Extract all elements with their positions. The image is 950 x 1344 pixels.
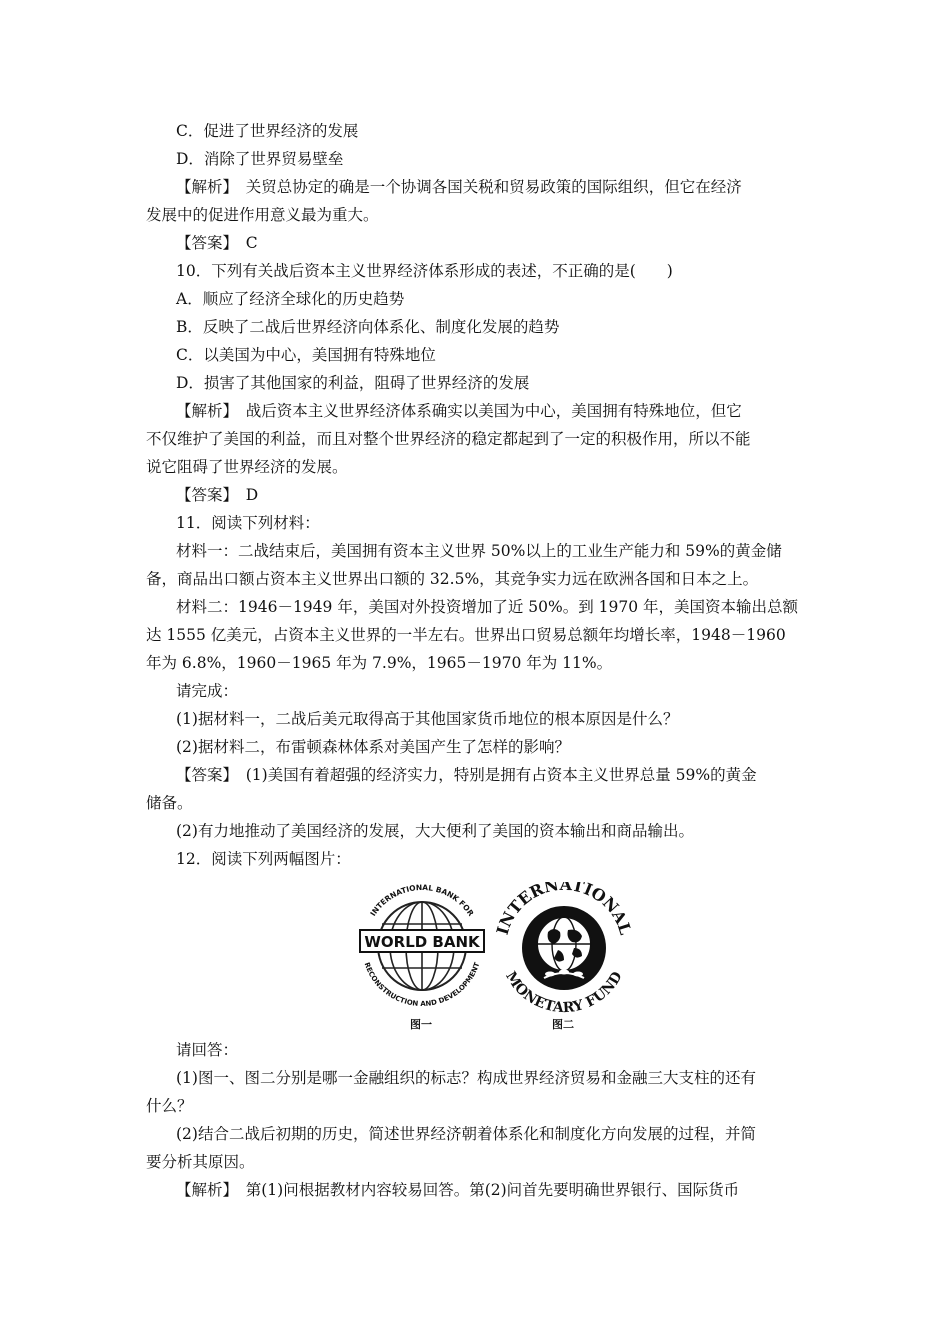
analysis-9-line1: 【解析】 关贸总协定的确是一个协调各国关税和贸易政策的国际组织，但它在经济 xyxy=(176,178,742,196)
world-bank-ring-top: INTERNATIONAL BANK FOR xyxy=(368,882,476,918)
analysis-12-line1: 【解析】 第(1)问根据教材内容较易回答。第(2)问首先要明确世界银行、国际货币 xyxy=(176,1181,740,1199)
material-2-line3: 年为 6.8%，1960－1965 年为 7.9%，1965－1970 年为 11%。 xyxy=(146,654,613,672)
question-11: 11．阅读下列材料： xyxy=(176,514,320,532)
subquestion-11-1: (1)据材料一，二战后美元取得高于其他国家货币地位的根本原因是什么？ xyxy=(176,710,679,728)
subquestion-11-2: (2)据材料二，布雷顿森林体系对美国产生了怎样的影响？ xyxy=(176,738,570,756)
option-10b: B．反映了二战后世界经济向体系化、制度化发展的趋势 xyxy=(176,318,560,336)
analysis-10-line2: 不仅维护了美国的利益，而且对整个世界经济的稳定都起到了一定的积极作用，所以不能 xyxy=(146,430,751,448)
answer-11-line2: 储备。 xyxy=(146,794,193,812)
question-10: 10．下列有关战后资本主义世界经济体系形成的表述，不正确的是( ) xyxy=(176,262,673,280)
material-1-line1: 材料一：二战结束后，美国拥有资本主义世界 50%以上的工业生产能力和 59%的黄金储 xyxy=(176,542,782,560)
option-9c: C．促进了世界经济的发展 xyxy=(176,122,359,140)
answer-9: 【答案】 C xyxy=(176,234,258,252)
material-1-line2: 备，商品出口额占资本主义世界出口额的 32.5%，其竞争实力远在欧洲各国和日本之上。 xyxy=(146,570,759,588)
logos-svg xyxy=(352,882,652,1032)
figure-1-caption: 图一 xyxy=(410,1018,432,1031)
option-10c: C．以美国为中心，美国拥有特殊地位 xyxy=(176,346,436,364)
please-answer: 请回答： xyxy=(176,1041,239,1059)
material-2-line2: 达 1555 亿美元，占资本主义世界的一半左右。世界出口贸易总额年均增长率，1948－1960 xyxy=(146,626,786,644)
subquestion-12-1-line1: (1)图一、图二分别是哪一金融组织的标志？构成世界经济贸易和金融三大支柱的还有 xyxy=(176,1069,756,1087)
option-9d: D．消除了世界贸易壁垒 xyxy=(176,150,344,168)
answer-11-line3: (2)有力地推动了美国经济的发展，大大便利了美国的资本输出和商品输出。 xyxy=(176,822,694,840)
analysis-10-line3: 说它阻碍了世界经济的发展。 xyxy=(146,458,348,476)
answer-10: 【答案】 D xyxy=(176,486,259,504)
question-12: 12．阅读下列两幅图片： xyxy=(176,850,351,868)
world-bank-ring-bottom: RECONSTRUCTION AND DEVELOPMENT xyxy=(362,961,482,1009)
option-10d: D．损害了其他国家的利益，阻碍了世界经济的发展 xyxy=(176,374,530,392)
imf-logo xyxy=(493,882,636,1016)
world-bank-banner: WORLD BANK xyxy=(364,933,480,951)
imf-ring-bottom: MONETARY FUND xyxy=(502,968,626,1017)
figure-2-caption: 图二 xyxy=(552,1018,574,1031)
option-10a: A．顺应了经济全球化的历史趋势 xyxy=(176,290,405,308)
answer-11-line1: 【答案】 (1)美国有着超强的经济实力，特别是拥有占资本主义世界总量 59%的黄金 xyxy=(176,766,757,784)
analysis-10-line1: 【解析】 战后资本主义世界经济体系确实以美国为中心，美国拥有特殊地位，但它 xyxy=(176,402,742,420)
material-2-line1: 材料二：1946－1949 年，美国对外投资增加了近 50%。到 1970 年，美国资本输出总额 xyxy=(176,598,799,616)
imf-ring-top: INTERNATIONAL xyxy=(492,882,636,937)
subquestion-12-1-line2: 什么？ xyxy=(146,1097,193,1115)
please-complete: 请完成： xyxy=(176,682,239,700)
logo-figures xyxy=(352,882,652,1032)
subquestion-12-2-line2: 要分析其原因。 xyxy=(146,1153,255,1171)
world-bank-logo xyxy=(360,883,484,1008)
subquestion-12-2-line1: (2)结合二战后初期的历史，简述世界经济朝着体系化和制度化方向发展的过程，并简 xyxy=(176,1125,756,1143)
analysis-9-line2: 发展中的促进作用意义最为重大。 xyxy=(146,206,379,224)
